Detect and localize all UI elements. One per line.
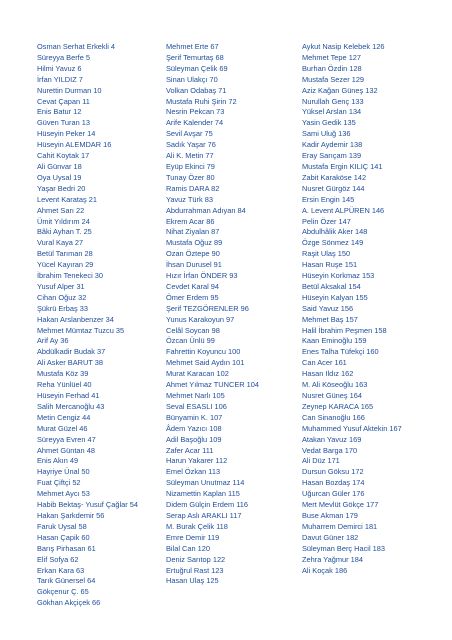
contents-entry: Mustafa Ruhi Şirin 72 (166, 96, 237, 106)
contents-entry: M. Burak Çelik 118 (166, 521, 228, 531)
contents-entry: Ekrem Acar 86 (166, 216, 215, 226)
contents-entry: Sami Uluğ 136 (302, 129, 351, 139)
contents-entry: Nihat Ziyalan 87 (166, 227, 220, 237)
contents-entry: Betül Tarıman 28 (37, 249, 93, 259)
contents-entry: Hakan Şarkdemir 56 (37, 510, 105, 520)
contents-entry: Gökçenur Ç. 65 (37, 587, 89, 597)
contents-entry: Seval ESASLI 106 (166, 401, 227, 411)
contents-entry: Mehmet Tepe 127 (302, 52, 362, 62)
contents-entry: Hasan Ildız 162 (302, 369, 354, 379)
contents-entry: Vedat Barga 170 (302, 445, 358, 455)
contents-entry: Harun Yakarer 112 (166, 456, 228, 466)
contents-entry: Hüseyin Peker 14 (37, 129, 96, 139)
contents-entry: Yüksel Arslan 134 (302, 107, 362, 117)
contents-entry: Yücel Kayıran 29 (37, 260, 94, 270)
contents-entry: Hayriye Ünal 50 (37, 467, 90, 477)
contents-entry: Enis Batur 12 (37, 107, 82, 117)
contents-entry: Mert Mevlüt Gökçe 177 (302, 500, 379, 510)
contents-entry: Cevdet Karal 94 (166, 281, 219, 291)
contents-entry: Kaan Eminoğlu 159 (302, 336, 367, 346)
contents-entry: Aziz Kağan Güneş 132 (302, 85, 378, 95)
contents-entry: Cevat Çapan 11 (37, 96, 90, 106)
contents-entry: Bilal Can 120 (166, 543, 210, 553)
contents-entry: Nurettin Durman 10 (37, 85, 102, 95)
contents-entry: Raşit Ulaş 150 (302, 249, 351, 259)
contents-entry: Oya Uysal 19 (37, 172, 82, 182)
contents-entry: Hasan Ulaş 125 (166, 576, 219, 586)
contents-entry: Arife Kalender 74 (166, 118, 224, 128)
contents-entry: Ahmet Güntan 48 (37, 445, 95, 455)
contents-entry: Eyüp Ekinci 79 (166, 161, 215, 171)
contents-entry: Ömer Erdem 95 (166, 292, 219, 302)
contents-entry: Atakan Yavuz 169 (302, 434, 362, 444)
contents-entry: Özge Sönmez 149 (302, 238, 364, 248)
contents-entry: Mehmet Aycı 53 (37, 489, 90, 499)
contents-entry: Yunus Karakoyun 97 (166, 314, 235, 324)
contents-entry: Süleyman Unutmaz 114 (166, 478, 245, 488)
contents-entry: Zehra Yağmur 184 (302, 554, 363, 564)
contents-entry: Ali Asker BARUT 38 (37, 358, 103, 368)
contents-entry: Mehmet Erte 67 (166, 42, 219, 51)
contents-entry: Metin Cengiz 44 (37, 412, 91, 422)
contents-entry: Ahmet Yılmaz TUNCER 104 (166, 380, 259, 390)
contents-entry: Hızır İrfan ÖNDER 93 (166, 271, 238, 281)
contents-entry: Ahmet Sarı 22 (37, 205, 85, 215)
contents-entry: Dursun Göksu 172 (302, 467, 364, 477)
contents-entry: Kadir Aydemir 138 (302, 140, 363, 150)
contents-entry: Yaşar Bedri 20 (37, 183, 86, 193)
contents-entry: Nusret Gürgöz 144 (302, 183, 365, 193)
contents-entry: Abdülkadir Budak 37 (37, 347, 106, 357)
contents-entry: M. Ali Köseoğlu 163 (302, 380, 368, 390)
contents-entry: Hasan Ruşe 151 (302, 260, 358, 270)
contents-entry: Yavuz Türk 83 (166, 194, 213, 204)
contents-entry: Eray Sarıçam 139 (302, 151, 362, 161)
contents-entry: Sinan Ulakçı 70 (166, 74, 218, 84)
contents-entry: Süreyya Berfe 5 (37, 52, 90, 62)
contents-entry: Hüseyin Korkmaz 153 (302, 271, 375, 281)
contents-entry: Ramis DARA 82 (166, 183, 220, 193)
contents-entry: Hasan Bozdaş 174 (302, 478, 365, 488)
contents-entry: Levent Karataş 21 (37, 194, 97, 204)
contents-entry: Fahrettin Koyuncu 100 (166, 347, 241, 357)
contents-entry: Yusuf Alper 31 (37, 281, 85, 291)
contents-entry: Gökhan Akçiçek 66 (37, 598, 101, 608)
contents-entry: Murat Karacan 102 (166, 369, 229, 379)
contents-entry: Nurullah Genç 133 (302, 96, 364, 106)
contents-entry: Vural Kaya 27 (37, 238, 84, 248)
contents-entry: Ozan Öztepe 90 (166, 249, 220, 259)
contents-entry: Osman Serhat Erkekli 4 (37, 42, 116, 51)
contents-entry: Habib Bektaş- Yusuf Çağlar 54 (37, 500, 138, 510)
contents-entry: Süleyman Çelik 69 (166, 63, 228, 73)
contents-entry: İrfan YILDIZ 7 (37, 74, 83, 84)
contents-entry: Ali Düz 171 (302, 456, 340, 466)
contents-column-1 (37, 42, 138, 609)
contents-entry: Halil İbrahim Peşmen 158 (302, 325, 387, 335)
contents-entry: Ali K. Metin 77 (166, 151, 214, 161)
contents-entry: Can Sinanoğlu 166 (302, 412, 365, 422)
contents-entry: Abdulhâlik Aker 148 (302, 227, 368, 237)
contents-entry: Nizamettin Kaplan 115 (166, 489, 240, 499)
contents-entry: Nesrin Pekcan 73 (166, 107, 225, 117)
contents-entry: Sevil Avşar 75 (166, 129, 213, 139)
contents-column-2 (166, 42, 259, 587)
contents-entry: Elif Sofya 62 (37, 554, 79, 564)
contents-entry: Güven Turan 13 (37, 118, 91, 128)
contents-entry: Mustafa Sezer 129 (302, 74, 365, 84)
contents-entry: Abdurrahman Adıyan 84 (166, 205, 246, 215)
contents-entry: Şerif TEZGÖRENLER 96 (166, 303, 249, 313)
contents-entry: Şerif Temurtaş 68 (166, 52, 224, 62)
contents-entry: Pelin Özer 147 (302, 216, 351, 226)
contents-entry: Tarık Günersel 64 (37, 576, 96, 586)
contents-entry: Ertuğrul Rast 123 (166, 565, 224, 575)
contents-entry: Hüseyin ALEMDAR 16 (37, 140, 112, 150)
contents-column-3 (302, 42, 402, 576)
contents-entry: Süreyya Evren 47 (37, 434, 96, 444)
contents-entry: Mustafa Köz 39 (37, 369, 89, 379)
contents-entry: Fuat Çiftçi 52 (37, 478, 81, 488)
contents-entry: Buse Akman 179 (302, 510, 358, 520)
contents-entry: Sadık Yaşar 76 (166, 140, 216, 150)
contents-entry: Didem Gülçin Erdem 116 (166, 500, 249, 510)
contents-entry: Bâki Ayhan T. 25 (37, 227, 92, 237)
contents-entry: Hüseyin Kalyan 155 (302, 292, 368, 302)
contents-entry: Hilmi Yavuz 6 (37, 63, 82, 73)
contents-entry: Murat Güzel 46 (37, 423, 88, 433)
contents-entry: Emel Özkan 113 (166, 467, 221, 477)
contents-entry: Arif Ay 36 (37, 336, 69, 346)
contents-entry: Hakan Arslanbenzer 34 (37, 314, 114, 324)
contents-entry: Âdem Yazıcı 108 (166, 423, 222, 433)
contents-entry: Enes Talha Tüfekçi 160 (302, 347, 379, 357)
contents-entry: Özcan Ünlü 99 (166, 336, 215, 346)
contents-entry: Salih Mercanoğlu 43 (37, 401, 105, 411)
contents-entry: Volkan Odabaş 71 (166, 85, 227, 95)
contents-entry: Aykut Nasip Kelebek 126 (302, 42, 385, 51)
contents-entry: Betül Aksakal 154 (302, 281, 361, 291)
contents-entry: Mehmet Said Aydın 101 (166, 358, 245, 368)
contents-entry: Muharrem Demirci 181 (302, 521, 378, 531)
contents-entry: Mehmet Baş 157 (302, 314, 358, 324)
contents-entry: Mehmet Mümtaz Tuzcu 35 (37, 325, 125, 335)
contents-entry: Burhan Özdin 128 (302, 63, 362, 73)
contents-entry: Emre Demir 119 (166, 532, 220, 542)
contents-entry: A. Levent ALPÜREN 146 (302, 205, 385, 215)
contents-entry: İhsan Durusel 91 (166, 260, 222, 270)
contents-entry: Muhammed Yusuf Aktekin 167 (302, 423, 402, 433)
contents-entry: Ali Koçak 186 (302, 565, 348, 575)
contents-entry: Şükrü Erbaş 33 (37, 303, 88, 313)
contents-entry: Zeynep KARACA 165 (302, 401, 374, 411)
contents-entry: Serap Aslı ARAKLI 117 (166, 510, 242, 520)
contents-entry: Davut Güner 182 (302, 532, 359, 542)
contents-entry: Cihan Oğuz 32 (37, 292, 87, 302)
contents-entry: Mustafa Ergin KILIÇ 141 (302, 161, 383, 171)
contents-entry: Cahit Koytak 17 (37, 151, 90, 161)
contents-entry: Bünyamin K. 107 (166, 412, 223, 422)
contents-entry: Nusret Güneş 164 (302, 391, 362, 400)
contents-entry: Mustafa Oğuz 89 (166, 238, 223, 248)
contents-entry: Enis Akın 49 (37, 456, 79, 466)
contents-entry: Deniz Sarıtop 122 (166, 554, 226, 564)
contents-entry: Yasin Gedik 135 (302, 118, 356, 128)
contents-entry: Erkan Kara 63 (37, 565, 85, 575)
contents-entry: İbrahim Tenekeci 30 (37, 271, 104, 281)
contents-entry: Ersin Engin 145 (302, 194, 355, 204)
contents-entry: Zabit Karaköse 142 (302, 172, 367, 182)
contents-entry: Said Yavuz 156 (302, 303, 354, 313)
contents-entry: Tunay Özer 80 (166, 172, 215, 182)
contents-entry: Süleyman Berç Hacil 183 (302, 543, 385, 553)
contents-entry: Ali Günvar 18 (37, 161, 82, 171)
contents-entry: Mehmet Narlı 105 (166, 391, 225, 400)
contents-entry: Celâl Soycan 98 (166, 325, 220, 335)
contents-entry: Ümit Yıldırım 24 (37, 216, 90, 226)
contents-entry: Zafer Acar 111 (166, 445, 214, 455)
contents-entry: Hüseyin Ferhad 41 (37, 391, 100, 400)
contents-entry: Reha Yünlüel 40 (37, 380, 92, 390)
contents-entry: Barış Pirhasan 61 (37, 543, 96, 553)
contents-entry: Uğurcan Güler 176 (302, 489, 365, 499)
contents-entry: Adil Başoğlu 109 (166, 434, 222, 444)
contents-entry: Hasan Çapik 60 (37, 532, 90, 542)
contents-entry: Faruk Uysal 58 (37, 521, 87, 531)
contents-entry: Can Acer 161 (302, 358, 347, 368)
